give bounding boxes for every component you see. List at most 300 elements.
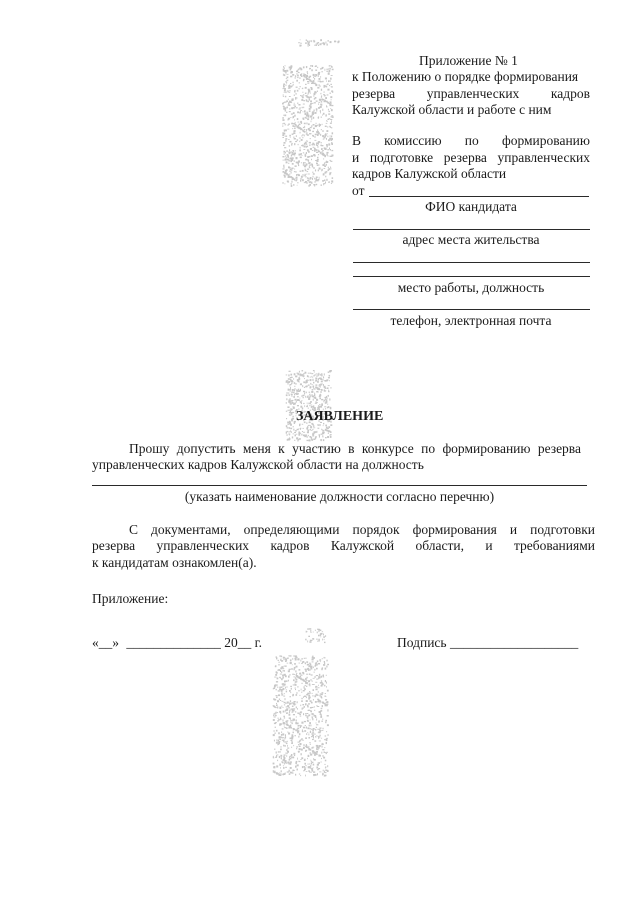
scan-noise-dot [283,66,284,68]
scan-noise-dot [323,183,324,185]
scan-noise-dot [287,406,289,408]
scan-noise-dot [279,756,280,758]
scan-noise-dot [283,123,285,124]
scan-noise-dot [295,383,297,384]
scan-noise-dot [311,711,312,713]
scan-noise-dot [303,100,305,101]
scan-noise-dot [299,741,300,742]
scan-noise-dot [290,387,291,389]
scan-noise-dot [330,41,332,43]
scan-noise-dot [298,389,299,390]
scan-noise-dot [330,80,331,82]
scan-noise-dot [306,140,307,142]
scan-noise-dot [312,762,314,763]
scan-noise-dot [289,431,290,432]
scan-noise-dot [303,152,304,153]
scan-noise-dot [320,39,322,41]
scan-noise-dot [334,41,336,43]
scan-noise-dot [309,680,310,681]
scan-noise-dot [328,40,329,42]
scan-noise-dot [289,96,291,97]
scan-noise-dot [318,170,319,172]
scan-noise-dot [322,749,324,750]
scan-noise-dot [321,696,322,698]
scan-noise-dot [310,731,311,732]
scan-noise-dot [322,115,323,116]
scan-noise-dot [286,402,287,403]
scan-noise-dot [301,162,302,163]
scan-noise-dot [297,396,299,397]
scan-noise-dot [276,695,278,696]
scan-noise-dot [322,639,323,641]
scan-noise-dot [328,391,329,393]
scan-noise-dot [315,384,317,385]
scan-noise-dot [296,707,297,709]
scan-noise-dot [284,741,285,743]
scan-noise-dot [312,657,314,659]
scan-noise-dot [319,700,320,701]
scan-noise-dot [287,107,288,109]
scan-noise-dot [329,173,330,175]
scan-noise-dot [306,129,307,131]
scan-noise-dot [284,760,286,762]
scan-noise-dot [281,689,283,691]
scan-noise-dot [316,679,318,680]
scan-noise-dot [282,685,284,686]
scan-noise-dot [304,696,306,697]
scan-noise-dot [302,96,304,97]
scan-noise-dot [326,660,327,662]
scan-noise-dot [307,81,309,82]
scan-noise-dot [301,725,303,726]
scan-noise-dot [302,370,304,371]
scan-noise-dot [273,763,275,765]
scan-noise-dot [328,69,329,70]
scan-noise-dot [308,78,310,80]
scan-noise-dot [317,150,319,151]
scan-noise-dot [309,106,310,107]
scan-noise-dot [324,771,325,773]
scan-noise-dot [291,377,293,378]
scan-noise-dot [288,91,289,92]
scan-noise-dot [328,406,330,408]
scan-noise-dot [288,676,290,678]
scan-noise-dot [308,89,310,91]
scan-noise-dot [285,129,287,131]
scan-noise-dot [303,75,305,76]
scan-noise-dot [293,381,294,382]
scan-noise-dot [319,436,320,438]
scan-noise-dot [293,132,295,134]
scan-noise-dot [289,111,291,112]
scan-noise-dot [318,75,319,77]
scan-noise-dot [316,718,317,720]
appendix-title: Приложение № 1 [419,53,518,68]
scan-noise-dot [304,129,305,131]
date-close-quote: » [112,635,119,650]
scan-noise-dot [292,168,294,169]
scan-noise-dot [312,693,313,694]
scan-noise-dot [307,668,309,670]
scan-noise-dot [294,667,296,669]
scan-noise-dot [315,717,317,719]
scan-noise-dot [292,416,294,417]
scan-noise-dot [319,756,321,757]
scan-noise-dot [287,380,288,381]
scan-noise-dot [307,727,309,729]
scan-noise-dot [314,759,316,761]
scan-noise-dot [299,174,300,176]
scan-noise-dot [326,705,328,706]
scan-noise-dot [306,680,307,681]
scan-noise-dot [305,670,307,672]
scan-noise-dot [284,130,285,132]
scan-noise-dot [319,168,321,170]
scan-noise-dot [304,123,306,125]
scan-noise-dot [309,167,310,168]
scan-noise-dot [316,694,318,696]
scan-noise-dot [331,138,333,140]
scan-noise-dot [326,114,327,116]
scan-noise-dot [328,80,329,82]
scan-noise-dot [314,78,315,80]
scan-noise-dot [326,738,328,739]
scan-noise-dot [310,100,312,102]
scan-noise-dot [280,707,281,709]
scan-noise-dot [287,748,289,749]
scan-noise-dot [287,422,289,424]
scan-noise-dot [283,84,285,86]
scan-noise-dot [311,736,313,737]
scan-noise-dot [311,69,313,71]
scan-noise-dot [288,670,290,672]
scan-noise-dot [301,99,303,101]
scan-noise-dot [319,736,321,737]
scan-noise-dot [297,393,299,394]
scan-noise-dot [300,74,302,76]
scan-noise-dot [331,183,332,184]
scan-noise-dot [311,83,313,84]
scan-noise-dot [288,139,289,140]
scan-noise-dot [306,427,308,429]
scan-noise-dot [291,113,293,114]
scan-noise-dot [306,733,307,735]
scan-noise-dot [300,180,301,182]
scan-noise-dot [327,127,328,128]
scan-noise-dot [298,736,299,738]
scan-noise-dot [300,178,302,179]
scan-noise-dot [291,181,292,183]
scan-noise-dot [310,667,312,668]
scan-noise-dot [314,83,316,85]
scan-noise-dot [316,177,317,179]
scan-noise-dot [318,132,320,134]
scan-noise-dot [292,159,294,161]
scan-noise-dot [324,164,325,166]
scan-noise-dot [312,684,313,685]
addressee-line-2: и подготовке резерва управленческих [352,150,590,165]
scan-noise-dot [311,118,312,120]
scan-noise-dot [323,379,324,380]
scan-noise-dot [283,160,284,161]
attachment-label: Приложение: [92,591,169,606]
scan-noise-dot [284,745,286,746]
scan-noise-dot [285,136,287,137]
scan-noise-dot [304,721,306,722]
scan-noise-dot [332,177,334,179]
scan-noise-dot [295,172,297,173]
scan-noise-dot [300,759,301,760]
scan-noise-dot [328,433,329,434]
scan-noise-dot [331,127,332,128]
contacts-caption: телефон, электронная почта [390,313,552,328]
scan-noise-dot [275,722,277,723]
scan-noise-dot [276,752,277,754]
scan-noise-dot [284,166,285,168]
scan-noise-dot [319,745,321,747]
scan-noise-dot [304,706,305,708]
scan-noise-dot [297,730,299,732]
scan-noise-dot [320,104,322,105]
scan-noise-dot [290,404,292,405]
scan-noise-dot [311,640,313,641]
scan-noise-dot [322,124,323,125]
scan-noise-dot [321,708,323,709]
scan-noise-dot [293,153,295,155]
scan-noise-dot [295,735,296,736]
scan-noise-dot [287,392,288,394]
scan-noise-dot [276,740,277,741]
scan-noise-dot [290,428,292,430]
scan-noise-dot [310,669,311,670]
scan-noise-dot [317,87,319,89]
scan-noise-dot [293,703,294,705]
scan-noise-dot [312,661,314,662]
scan-noise-dot [304,131,305,133]
scan-noise-dot [306,96,308,98]
scan-noise-dot [307,713,309,714]
scan-noise-dot [314,395,315,396]
scan-noise-dot [309,91,311,93]
scan-noise-dot [307,682,308,683]
scan-noise-dot [280,749,282,751]
scan-noise-dot [303,428,304,429]
scan-noise-dot [327,715,329,716]
scan-noise-dot [300,401,302,403]
scan-noise-dot [316,399,318,401]
scan-noise-dot [325,176,326,178]
scan-noise-dot [294,668,295,670]
scan-noise-dot [304,770,305,771]
scan-noise-dot [313,77,314,78]
scan-noise-dot [282,132,283,134]
scan-noise-dot [314,669,315,671]
scan-noise-dot [305,725,306,726]
scan-noise-dot [294,143,295,145]
scan-noise-dot [330,96,332,98]
scan-noise-dot [317,125,318,126]
scan-noise-dot [310,725,311,727]
scan-noise-dot [289,145,290,147]
scan-noise-dot [285,65,286,66]
scan-noise-dot [315,686,316,688]
scan-noise-dot [289,394,290,396]
scan-noise-dot [285,158,287,160]
scan-noise-dot [316,149,317,151]
scan-noise-dot [305,685,307,686]
scan-noise-dot [326,702,327,703]
scan-noise-dot [295,683,296,684]
scan-noise-dot [313,82,314,83]
scan-noise-dot [307,628,309,629]
scan-noise-dot [310,425,311,427]
scan-noise-dot [292,702,293,704]
scan-noise-dot [289,167,291,168]
scan-noise-dot [301,122,302,124]
scan-noise-dot [313,736,314,738]
scan-noise-dot [301,698,302,699]
scan-noise-dot [293,184,294,186]
scan-noise-dot [316,142,317,144]
scan-noise-dot [302,658,303,660]
scan-noise-dot [293,729,294,731]
scan-noise-dot [290,384,292,385]
scan-noise-dot [280,767,281,768]
scan-noise-dot [322,151,323,152]
scan-noise-dot [330,149,331,151]
scan-noise-dot [320,110,321,112]
scan-noise-dot [307,171,309,172]
scan-noise-dot [307,118,309,120]
scan-noise-dot [283,86,285,87]
scan-noise-dot [316,110,317,111]
scan-noise-dot [294,169,295,170]
scan-noise-dot [283,737,284,738]
scan-noise-dot [316,184,318,185]
scan-noise-dot [315,65,317,66]
scan-noise-dot [309,405,310,406]
scan-noise-dot [303,713,304,715]
scan-noise-dot [278,774,280,776]
scan-noise-dot [291,409,293,411]
scan-noise-dot [317,165,319,166]
scan-noise-dot [298,165,299,167]
scan-noise-dot [284,89,286,91]
scan-noise-dot [309,40,310,41]
scan-noise-dot [311,747,313,748]
scan-noise-dot [330,123,332,124]
scan-noise-dot [305,765,307,766]
scan-noise-dot [301,692,302,693]
scan-noise-dot [313,382,314,384]
scan-noise-dot [296,157,298,159]
scan-noise-dot [315,170,316,171]
scan-noise-dot [329,68,330,70]
scan-noise-dot [276,730,278,732]
scan-noise-dot [326,153,327,155]
scan-noise-dot [298,744,299,745]
scan-noise-dot [308,734,309,736]
scan-noise-dot [292,134,294,135]
scan-noise-dot [287,159,289,161]
scan-noise-dot [303,770,304,771]
scan-noise-dot [298,658,299,660]
scan-noise-dot [329,70,331,72]
scan-noise-dot [315,403,317,404]
scan-noise-dot [307,83,309,84]
scan-noise-dot [302,130,303,132]
scan-noise-dot [276,704,278,706]
scan-noise-dot [296,434,297,435]
scan-noise-dot [312,379,313,381]
scan-noise-dot [308,45,309,47]
scan-noise-dot [303,149,305,150]
scan-noise-dot [307,41,309,43]
scan-noise-dot [309,397,311,398]
scan-noise-dot [303,690,305,691]
scan-noise-dot [288,176,290,178]
scan-noise-dot [327,709,328,711]
scan-noise-dot [285,140,286,142]
scan-noise-dot [288,706,289,707]
scan-noise-dot [316,639,317,641]
scan-noise-dot [314,676,315,678]
scan-noise-dot [288,392,289,394]
scan-noise-dot [295,766,297,768]
scan-noise-dot [322,692,324,694]
scan-noise-dot [299,662,300,663]
scan-noise-dot [297,182,298,183]
scan-noise-dot [326,666,327,668]
scan-noise-dot [307,169,309,170]
scan-noise-dot [317,701,319,703]
scan-noise-dot [315,380,316,382]
scan-noise-dot [309,68,310,70]
scan-noise-dot [280,659,281,661]
scan-noise-dot [286,724,287,726]
scan-noise-dot [311,702,313,704]
scan-noise-dot [296,673,297,674]
scan-noise-dot [302,683,303,684]
scan-noise-dot [297,185,298,186]
scan-noise-dot [287,753,288,754]
scan-noise-dot [314,155,316,157]
scan-noise-dot [290,721,291,722]
scan-noise-dot [318,685,319,686]
scan-noise-dot [323,634,324,636]
scan-noise-dot [312,659,314,661]
scan-noise-dot [314,432,315,433]
scan-noise-dot [287,745,288,747]
scan-noise-dot [296,87,298,88]
scan-noise-dot [318,141,320,143]
scan-noise-dot [305,165,307,167]
scan-noise-dot [295,165,297,167]
scan-noise-dot [322,43,323,44]
scan-noise-dot [289,92,290,93]
scan-noise-dot [278,751,280,752]
scan-noise-dot [276,755,277,757]
scan-noise-dot [307,375,309,377]
scan-noise-dot [278,669,280,671]
scan-noise-dot [289,176,290,178]
scan-noise-dot [305,117,307,118]
scan-noise-dot [281,693,283,694]
scan-noise-dot [319,406,321,407]
scan-noise-dot [330,78,332,80]
scan-noise-dot [298,379,300,380]
scan-noise-dot [314,754,316,756]
